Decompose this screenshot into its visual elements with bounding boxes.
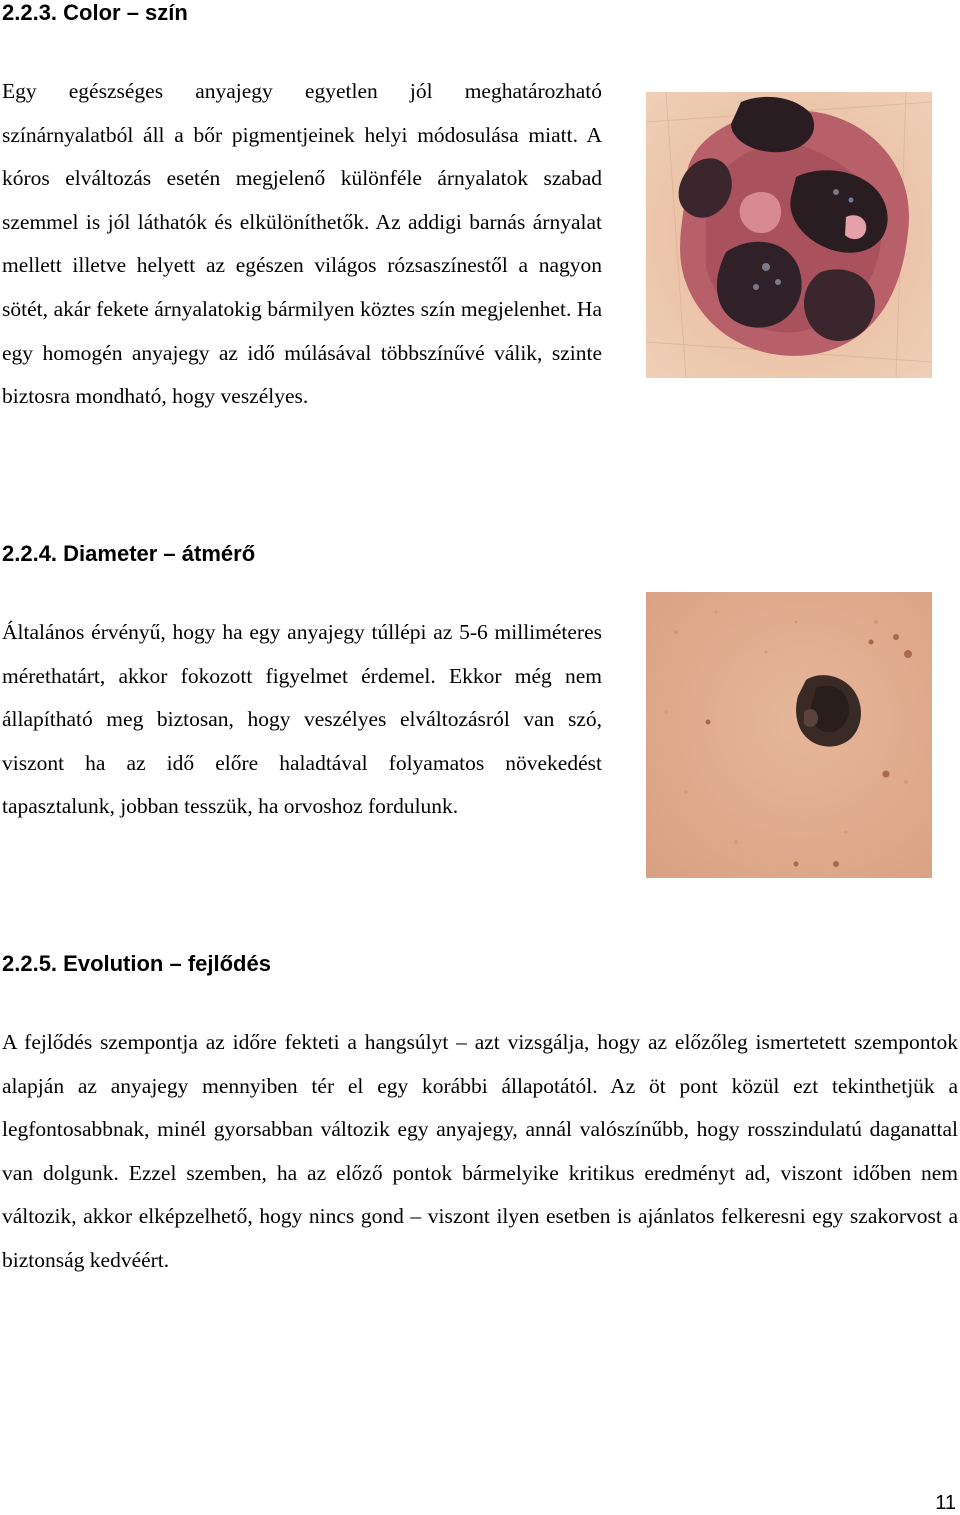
section-heading-color: 2.2.3. Color – szín (2, 0, 188, 25)
section-text-color: Egy egészséges anyajegy egyetlen jól meghatározható színárnyalatból áll a bőr pigmentjeinek helyi módosulása miatt. A kóros elváltozás esetén megjelenő különféle árnyalatok szabad szemmel is jól láthatók és elkülöníthetők. Az addigi barnás árnyalat mellett illetve helyett az egészen világos rózsaszínestől a nagyon sötét, akár fekete árnyalatokig bármilyen köztes szín megjelenhet. Ha egy homogén anyajegy az idő múlásával többszínűvé válik, szinte biztosra mondható, hogy veszélyes. (2, 79, 602, 409)
section-text-diameter: Általános érvényű, hogy ha egy anyajegy túllépi az 5-6 milliméteres mérethatárt, akkor fokozott figyelmet érdemel. Ekkor még nem állapítható meg biztosan, hogy veszélyes elváltozásról van szó, viszont ha az idő előre haladtával folyamatos növekedést tapasztalunk, jobban tesszük, ha orvoshoz fordulunk. (2, 620, 602, 819)
large-mole-photo (646, 592, 932, 878)
page-number: 11 (935, 1492, 956, 1514)
section-heading-evolution: 2.2.5. Evolution – fejlődés (2, 951, 271, 976)
multicolor-melanoma-photo (646, 92, 932, 378)
section-text-evolution: A fejlődés szempontja az időre fekteti a hangsúlyt – azt vizsgálja, hogy az előzőleg ismertetett szempontok alapján az anyajegy mennyiben tér el egy korábbi állapotától. Az öt pont közül ezt tekinthetjük a legfontosabbnak, minél gyorsabban változik egy anyajegy, annál valószínűbb, hogy rosszindulatú daganattal van dolgunk. Ezzel szemben, ha az előző pontok bármelyike kritikus eredményt ad, viszont időben nem változik, akkor elképzelhető, hogy nincs gond – viszont ilyen esetben is ajánlatos felkeresni egy szakorvost a biztonság kedvéért. (2, 1030, 958, 1272)
section-heading-diameter: 2.2.4. Diameter – átmérő (2, 541, 256, 566)
